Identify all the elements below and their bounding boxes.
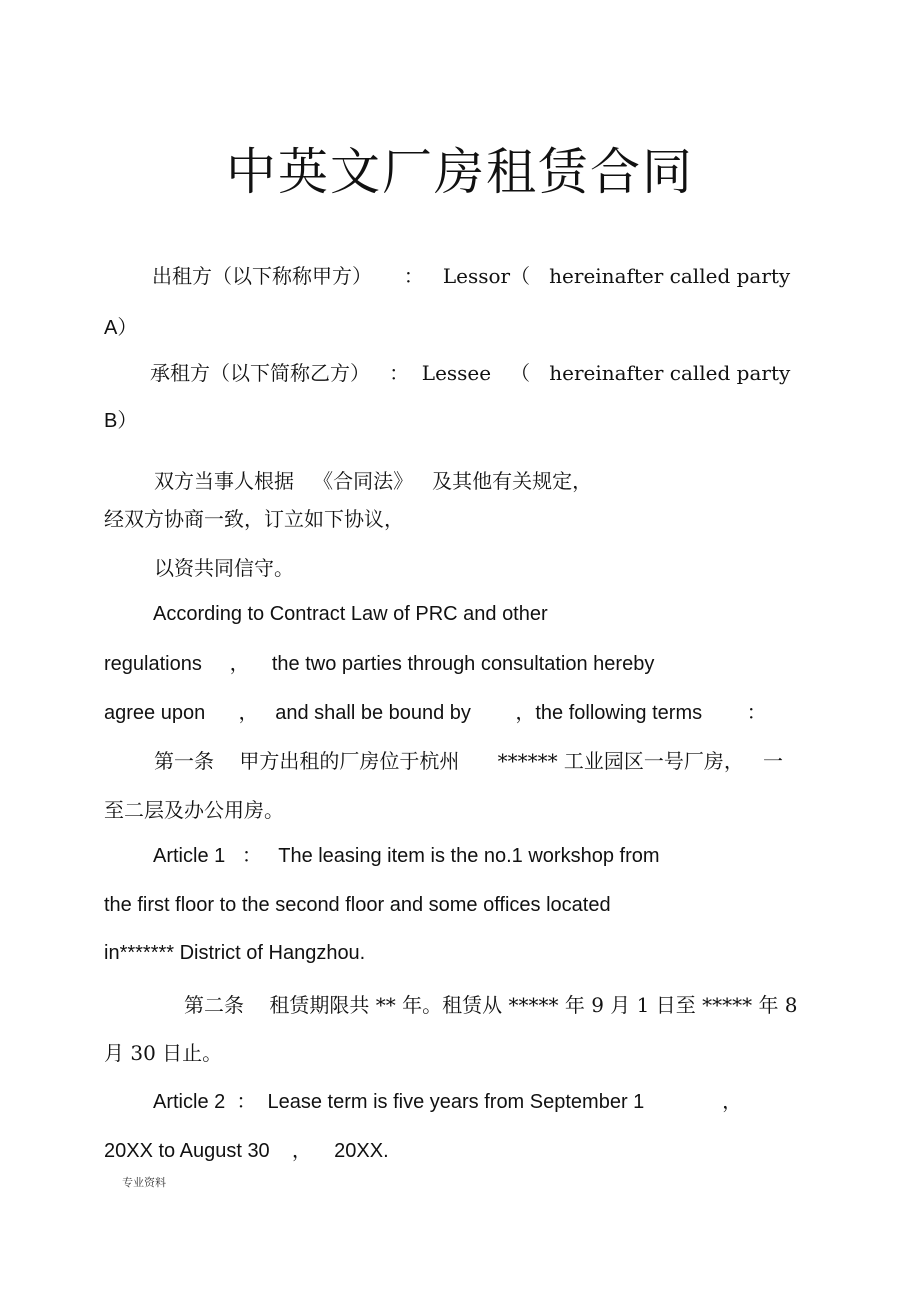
article-2-cn-line-2: 月 30 日止。 <box>104 1041 223 1065</box>
article-1-en-line-3: in******* District of Hangzhou. <box>104 942 366 964</box>
article-2-en-line-1: Article 2 ： Lease term is five years from September 1 ， <box>153 1091 743 1113</box>
preamble-cn-line-2: 经双方协商一致，订立如下协议， <box>104 507 404 531</box>
lessee-line-continued: B） <box>104 410 138 432</box>
preamble-en-line-2: regulations ， the two parties through consultation hereby <box>104 653 655 675</box>
lessee-line: 承租方（以下简称乙方） ： Lessee （ hereinafter called party <box>150 361 791 385</box>
document-title: 中英文厂房租赁合同 <box>226 143 694 201</box>
lessor-line: 出租方（以下称称甲方） ： Lessor（ hereinafter called party <box>152 264 791 288</box>
article-1-cn-line-1: 第一条 甲方出租的厂房位于杭州 ****** 工业园区一号厂房， 一 <box>154 749 784 773</box>
article-1-en-line-1: Article 1 ： The leasing item is the no.1 workshop from <box>153 845 660 867</box>
preamble-cn-line-3: 以资共同信守。 <box>154 556 294 580</box>
article-1-en-line-2: the first floor to the second floor and some offices located <box>104 894 611 916</box>
article-2-en-line-2: 20XX to August 30 ， 20XX. <box>104 1140 389 1162</box>
preamble-en-line-1: According to Contract Law of PRC and other <box>153 603 548 625</box>
preamble-cn-line-1: 双方当事人根据 《合同法》 及其他有关规定， <box>154 469 593 493</box>
lessor-line-continued: A） <box>104 317 138 339</box>
page-footer-label: 专业资料 <box>122 1176 166 1189</box>
article-1-cn-line-2: 至二层及办公用房。 <box>104 798 284 822</box>
article-2-cn-line-1: 第二条 租赁期限共 ** 年。租赁从 ***** 年 9 月 1 日至 ***** 年 8 <box>184 993 798 1017</box>
preamble-en-line-3: agree upon ， and shall be bound by ，the following terms ： <box>104 702 767 724</box>
